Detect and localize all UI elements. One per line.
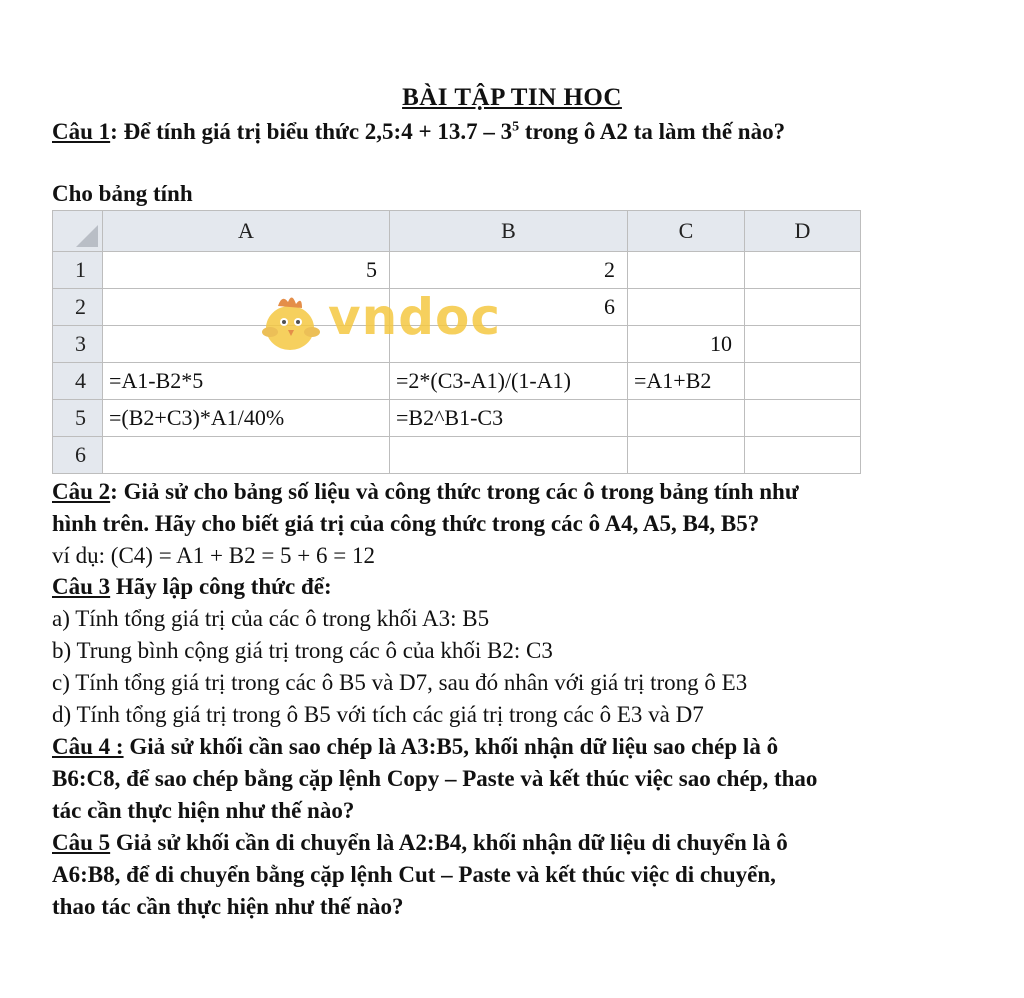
cell-b4[interactable]: =2*(C3-A1)/(1-A1): [390, 363, 628, 400]
cell-a1[interactable]: 5: [103, 252, 390, 289]
cell-c5[interactable]: [628, 400, 745, 437]
question-4-line-1: [52, 733, 778, 761]
question-5-text-1: Giả sử khối cần di chuyển là A2:B4, khối nhận dữ liệu di chuyển là ô: [110, 830, 788, 855]
cell-b1[interactable]: 2: [390, 252, 628, 289]
question-2-example: ví dụ: (C4) = A1 + B2 = 5 + 6 = 12: [52, 543, 375, 568]
cell-a2[interactable]: [103, 289, 390, 326]
question-3: [52, 573, 332, 601]
table-caption: Cho bảng tính: [52, 181, 193, 206]
question-3-text: Hãy lập công thức để:: [110, 574, 332, 599]
question-1-label: Câu 1: [52, 119, 111, 144]
page-title: BÀI TẬP TIN HOC: [402, 84, 622, 111]
cell-a6[interactable]: [103, 437, 390, 474]
question-2-line-1: [52, 478, 799, 506]
row-header-3[interactable]: 3: [53, 326, 103, 363]
cell-b2[interactable]: 6: [390, 289, 628, 326]
cell-b3[interactable]: [390, 326, 628, 363]
select-all-corner[interactable]: [53, 211, 103, 252]
row-header-4[interactable]: 4: [53, 363, 103, 400]
question-5-line-3: thao tác cần thực hiện như thế nào?: [52, 894, 404, 919]
table-row: [53, 252, 861, 289]
question-3-item-b: b) Trung bình cộng giá trị trong các ô của khối B2: C3: [52, 638, 553, 663]
watermark-text: vndoc: [328, 288, 501, 346]
row-header-6[interactable]: 6: [53, 437, 103, 474]
question-5-line-2: A6:B8, để di chuyển bằng cặp lệnh Cut – Paste và kết thúc việc di chuyển,: [52, 862, 776, 887]
question-1-exponent: 5: [512, 119, 520, 135]
cell-b6[interactable]: [390, 437, 628, 474]
question-1-text-end: trong ô A2 ta làm thế nào?: [519, 119, 786, 144]
question-5-line-1: [52, 829, 788, 857]
cell-d3[interactable]: [745, 326, 861, 363]
cell-d4[interactable]: [745, 363, 861, 400]
question-3-item-c: c) Tính tổng giá trị trong các ô B5 và D7, sau đó nhân với giá trị trong ô E3: [52, 670, 748, 695]
table-row: [53, 437, 861, 474]
column-header-c[interactable]: C: [628, 211, 745, 252]
question-2-text-1: : Giả sử cho bảng số liệu và công thức trong các ô trong bảng tính như: [110, 479, 799, 504]
table-row: [53, 400, 861, 437]
cell-d1[interactable]: [745, 252, 861, 289]
question-4-line-2: B6:C8, để sao chép bằng cặp lệnh Copy – Paste và kết thúc việc sao chép, thao: [52, 766, 818, 791]
corner-triangle-icon: [76, 225, 98, 247]
cell-b5[interactable]: =B2^B1-C3: [390, 400, 628, 437]
table-row: [53, 289, 861, 326]
question-3-item-d: d) Tính tổng giá trị trong ô B5 với tích các giá trị trong các ô E3 và D7: [52, 702, 704, 727]
question-2-label: Câu 2: [52, 479, 111, 504]
cell-c6[interactable]: [628, 437, 745, 474]
question-4-label: Câu 4 :: [52, 734, 124, 759]
row-header-1[interactable]: 1: [53, 252, 103, 289]
column-header-a[interactable]: A: [103, 211, 390, 252]
cell-c4[interactable]: =A1+B2: [628, 363, 745, 400]
column-header-b[interactable]: B: [390, 211, 628, 252]
question-2-line-2: hình trên. Hãy cho biết giá trị của công thức trong các ô A4, A5, B4, B5?: [52, 511, 760, 536]
question-5-label: Câu 5: [52, 830, 111, 855]
column-header-d[interactable]: D: [745, 211, 861, 252]
cell-a3[interactable]: [103, 326, 390, 363]
question-3-label: Câu 3: [52, 574, 111, 599]
cell-c3[interactable]: 10: [628, 326, 745, 363]
cell-d2[interactable]: [745, 289, 861, 326]
column-header-row: [53, 211, 861, 252]
question-4-line-3: tác cần thực hiện như thế nào?: [52, 798, 355, 823]
row-header-2[interactable]: 2: [53, 289, 103, 326]
question-3-item-a: a) Tính tổng giá trị của các ô trong khối A3: B5: [52, 606, 490, 631]
table-row: [53, 326, 861, 363]
row-header-5[interactable]: 5: [53, 400, 103, 437]
cell-d6[interactable]: [745, 437, 861, 474]
spreadsheet-table: [52, 210, 861, 474]
cell-c1[interactable]: [628, 252, 745, 289]
question-1: [52, 118, 785, 146]
question-4-text-1: Giả sử khối cần sao chép là A3:B5, khối nhận dữ liệu sao chép là ô: [123, 734, 779, 759]
cell-a4[interactable]: =A1-B2*5: [103, 363, 390, 400]
cell-d5[interactable]: [745, 400, 861, 437]
question-1-text: : Để tính giá trị biểu thức 2,5:4 + 13.7 – 3: [110, 119, 513, 144]
cell-a5[interactable]: =(B2+C3)*A1/40%: [103, 400, 390, 437]
cell-c2[interactable]: [628, 289, 745, 326]
table-row: [53, 363, 861, 400]
